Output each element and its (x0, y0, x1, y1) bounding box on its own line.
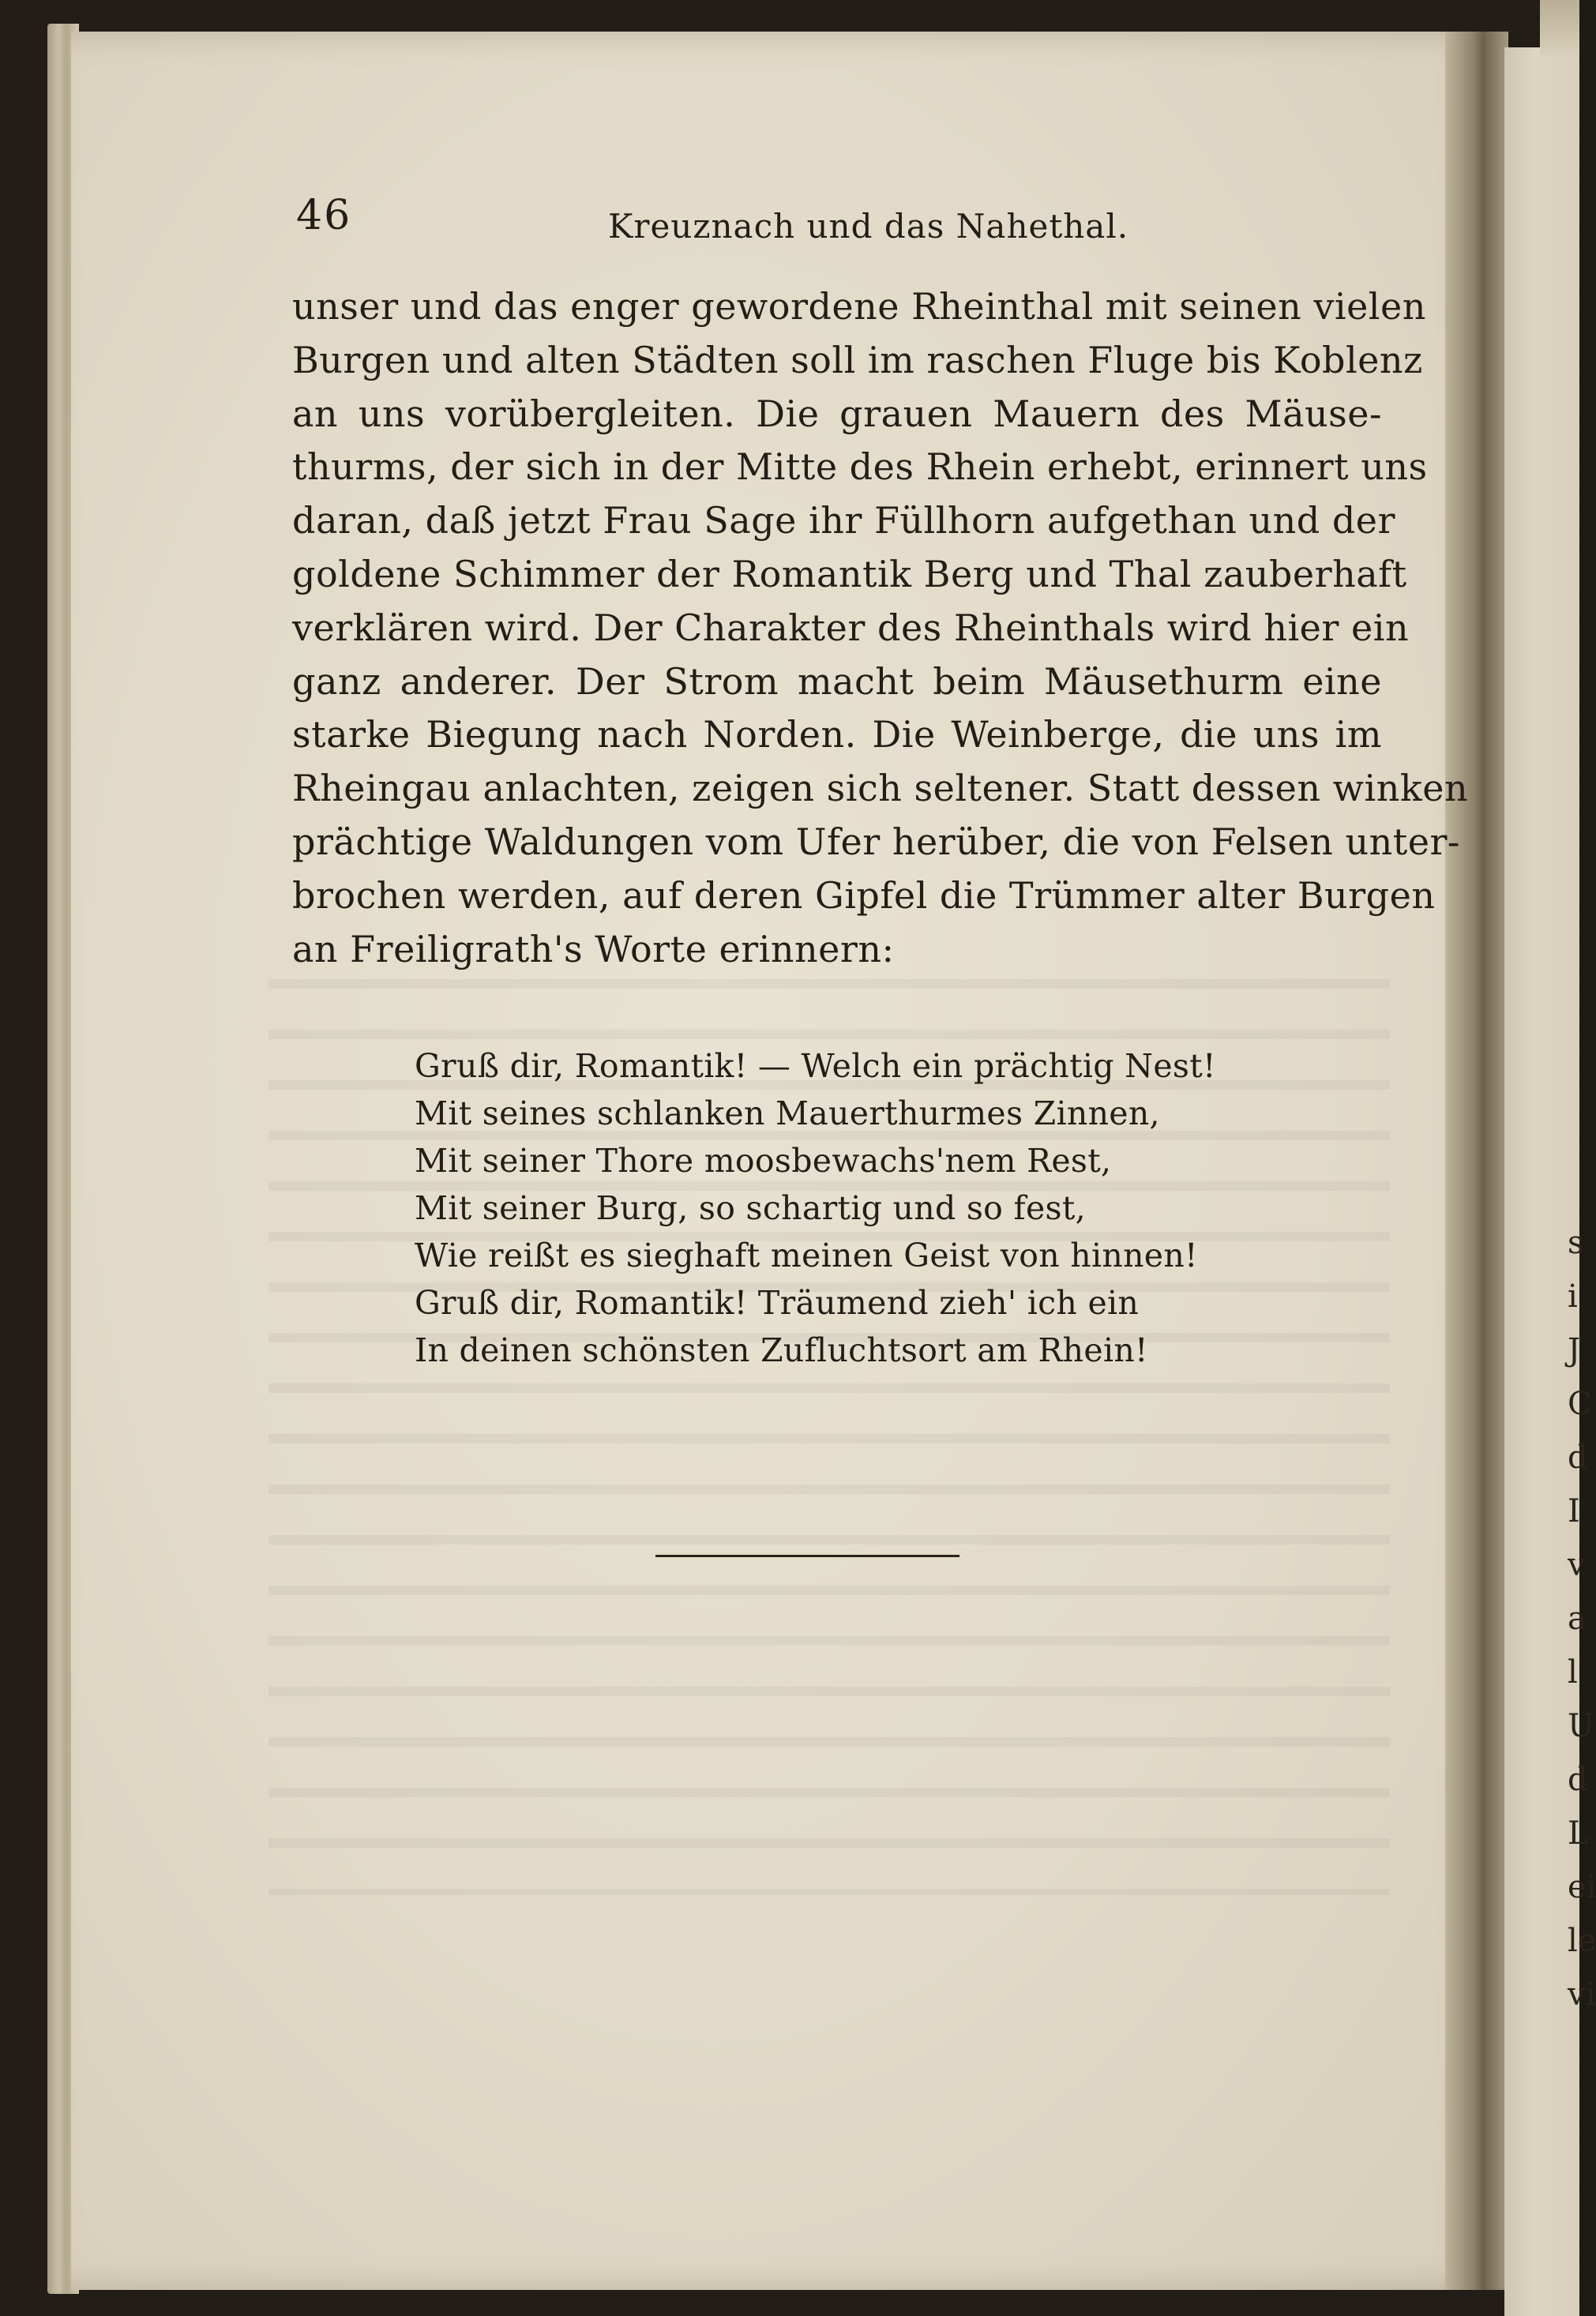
text-line: ganz anderer. Der Strom macht beim Mäusethurm eine (292, 659, 1382, 703)
text-line: an Freiligrath's Worte erinnern: (292, 927, 895, 970)
text-line: prächtige Waldungen vom Ufer herüber, die von Felsen unter- (292, 820, 1460, 863)
text-line: an uns vorübergleiten. Die grauen Mauern des Mäuse- (292, 392, 1382, 435)
poem-line: Gruß dir, Romantik! Träumend zieh' ich ein (415, 1284, 1140, 1322)
running-title: Kreuznach und das Nahethal. (608, 207, 1129, 246)
facing-page-text-fragments: s i J C d I v a l U d L ei le vi (1568, 1225, 1596, 2013)
section-divider (655, 1555, 959, 1557)
text-line: brochen werden, auf deren Gipfel die Trümmer alter Burgen (292, 873, 1436, 917)
text-line: goldene Schimmer der Romantik Berg und Thal zauberhaft (292, 552, 1407, 595)
text-line: verklären wird. Der Charakter des Rheinthals wird hier ein (292, 606, 1410, 649)
poem-line: Wie reißt es sieghaft meinen Geist von hinnen! (415, 1237, 1198, 1274)
poem-line: Mit seiner Burg, so schartig und so fest, (415, 1189, 1086, 1227)
poem-quotation (415, 1042, 1216, 1374)
poem-line: In deinen schönsten Zufluchtsort am Rhein! (415, 1331, 1148, 1369)
text-line: Burgen und alten Städten soll im raschen Fluge bis Koblenz (292, 338, 1423, 381)
text-line: thurms, der sich in der Mitte des Rhein erhebt, erinnert uns (292, 445, 1428, 489)
text-line: daran, daß jetzt Frau Sage ihr Füllhorn aufgethan und der (292, 499, 1395, 542)
text-line: unser und das enger gewordene Rheinthal mit seinen vielen (292, 285, 1426, 328)
text-line: starke Biegung nach Norden. Die Weinberge, die uns im (292, 713, 1382, 756)
poem-line: Gruß dir, Romantik! — Welch ein prächtig Nest! (415, 1047, 1216, 1085)
body-text (292, 280, 1469, 976)
page-number: 46 (296, 192, 352, 239)
text-line: Rheingau anlachten, zeigen sich seltener. Statt dessen winken (292, 767, 1469, 810)
poem-line: Mit seines schlanken Mauerthurmes Zinnen, (415, 1094, 1160, 1132)
poem-line: Mit seiner Thore moosbewachs'nem Rest, (415, 1142, 1112, 1180)
